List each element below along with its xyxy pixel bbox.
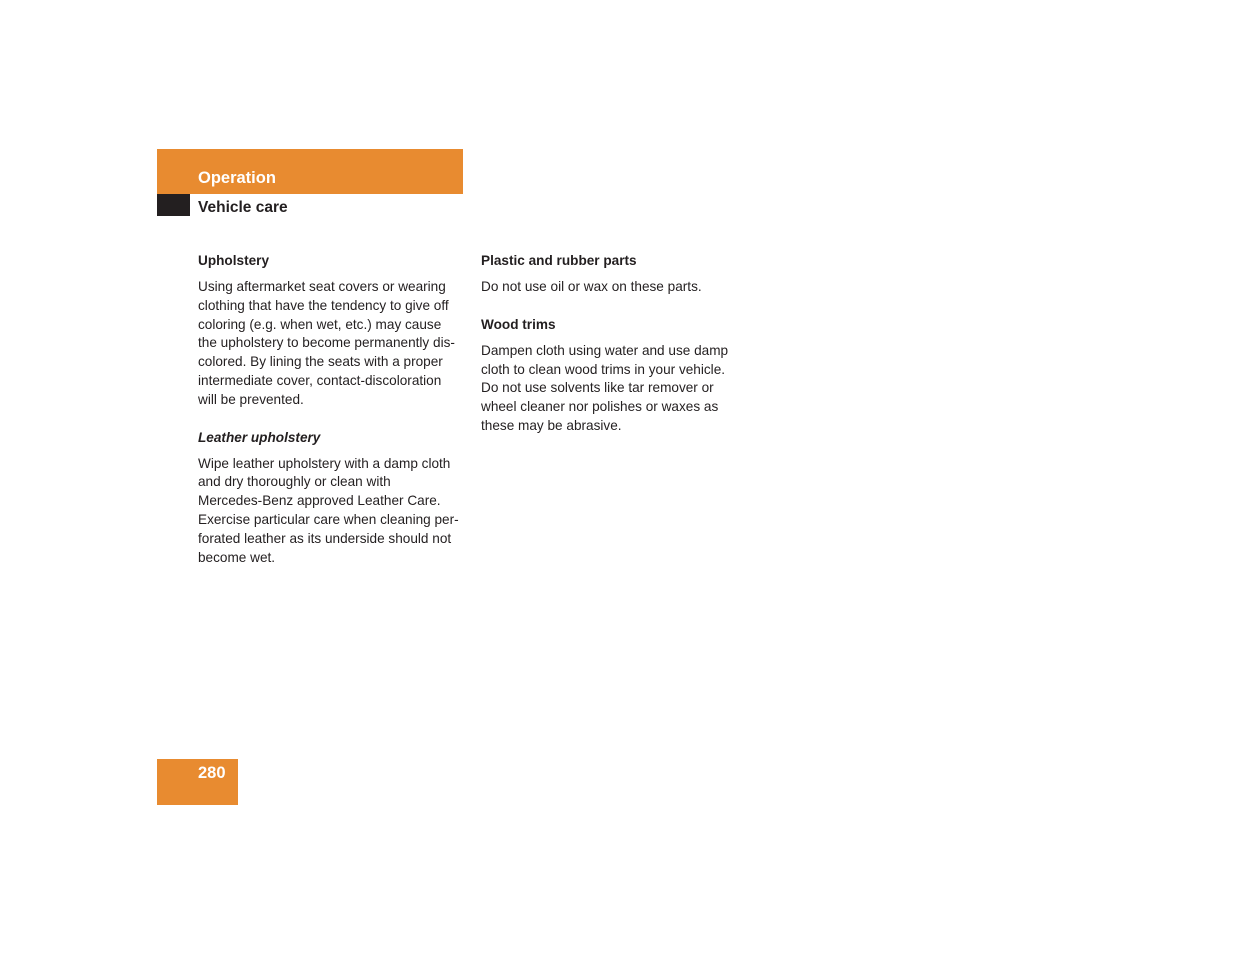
text-line: will be prevented. bbox=[198, 391, 304, 407]
text-line: these may be abrasive. bbox=[481, 417, 622, 433]
text-line: Do not use solvents like tar remover or bbox=[481, 380, 714, 396]
text-line: Dampen cloth using water and use damp bbox=[481, 342, 729, 358]
text-line: coloring (e.g. when wet, etc.) may cause bbox=[198, 316, 442, 332]
text-line: the upholstery to become permanently dis- bbox=[198, 335, 455, 351]
section-title: Operation bbox=[198, 169, 276, 187]
text-line: cloth to clean wood trims in your vehicle. bbox=[481, 361, 726, 377]
text-line: wheel cleaner nor polishes or waxes as bbox=[481, 399, 719, 415]
subsection-marker bbox=[157, 194, 190, 216]
text-line: Mercedes-Benz approved Leather Care. bbox=[198, 493, 441, 509]
leather-upholstery-heading: Leather upholstery bbox=[198, 429, 321, 445]
page-number: 280 bbox=[198, 764, 226, 782]
text-line: colored. By lining the seats with a proper bbox=[198, 354, 443, 370]
right-column bbox=[481, 251, 746, 454]
plastic-rubber-heading: Plastic and rubber parts bbox=[481, 253, 637, 268]
text-line: clothing that have the tendency to give off bbox=[198, 297, 449, 313]
subsection-title: Vehicle care bbox=[198, 199, 288, 216]
upholstery-paragraph bbox=[198, 278, 468, 410]
wood-trims-paragraph bbox=[481, 342, 746, 436]
text-line: intermediate cover, contact-discoloration bbox=[198, 372, 442, 388]
plastic-rubber-paragraph bbox=[481, 278, 746, 297]
text-line: become wet. bbox=[198, 549, 276, 565]
text-line: Wipe leather upholstery with a damp cloth bbox=[198, 455, 451, 471]
text-line: Using aftermarket seat covers or wearing bbox=[198, 279, 446, 294]
text-line: Exercise particular care when cleaning per- bbox=[198, 511, 459, 527]
left-column bbox=[198, 251, 468, 585]
leather-upholstery-paragraph bbox=[198, 455, 468, 568]
upholstery-heading: Upholstery bbox=[198, 253, 270, 268]
text-line: Do not use oil or wax on these parts. bbox=[481, 279, 702, 294]
text-line: and dry thoroughly or clean with bbox=[198, 474, 391, 490]
text-line: forated leather as its underside should not bbox=[198, 530, 452, 546]
wood-trims-heading: Wood trims bbox=[481, 316, 556, 332]
